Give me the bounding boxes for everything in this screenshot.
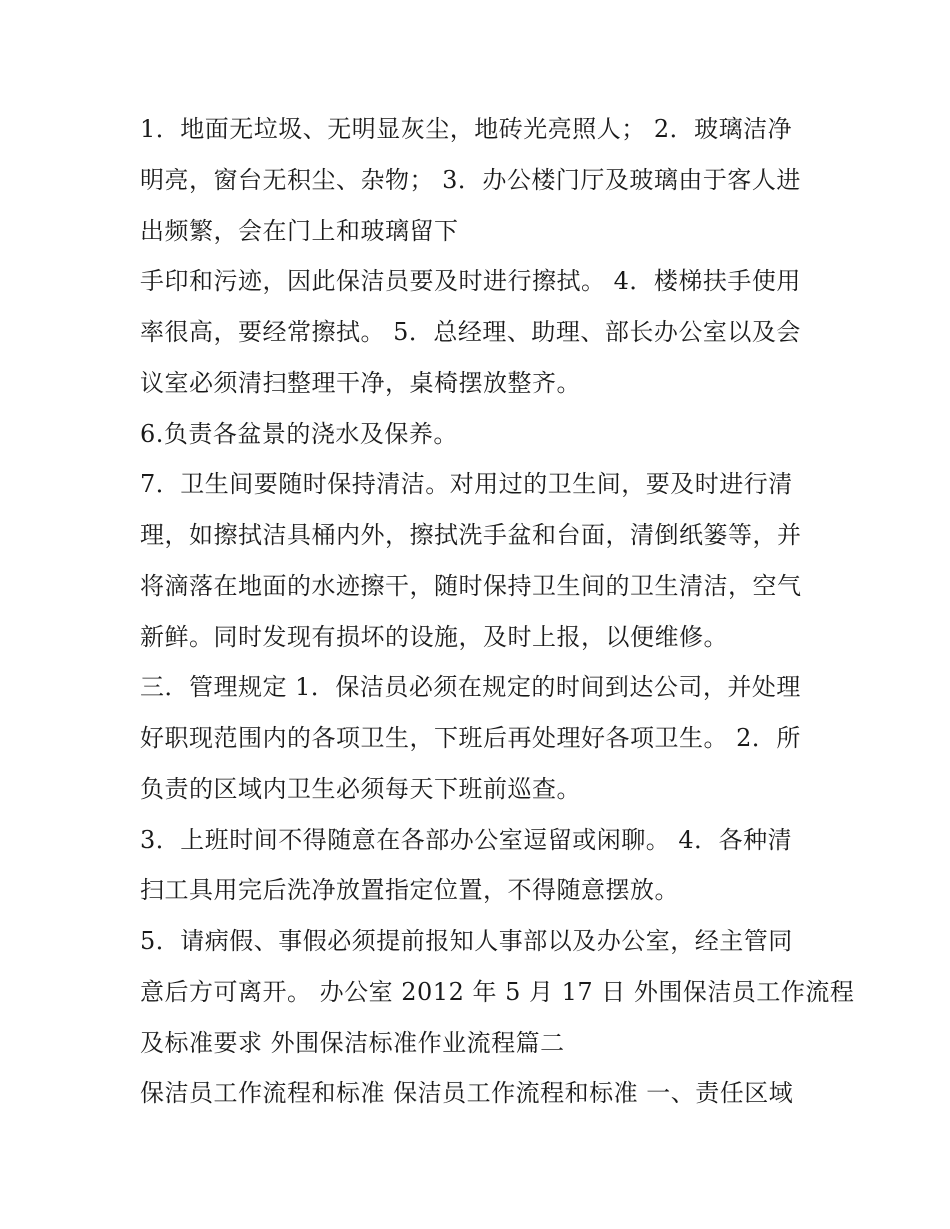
text-line: 议室必须清扫整理干净，桌椅摆放整齐。 xyxy=(140,369,581,397)
text-line: 3．上班时间不得随意在各部办公室逗留或闲聊。 4．各种清 xyxy=(140,826,793,854)
text-line: 新鲜。同时发现有损坏的设施，及时上报，以便维修。 xyxy=(140,623,728,651)
text-line: 率很高，要经常擦拭。 5．总经理、助理、部长办公室以及会 xyxy=(140,318,801,346)
text-line: 将滴落在地面的水迹擦干，随时保持卫生间的卫生清洁，空气 xyxy=(140,572,802,600)
text-line: 理，如擦拭洁具桶内外，擦拭洗手盆和台面，清倒纸篓等，并 xyxy=(140,521,802,549)
text-line: 7．卫生间要随时保持清洁。对用过的卫生间，要及时进行清 xyxy=(140,470,793,498)
text-line: 1．地面无垃圾、无明显灰尘，地砖光亮照人； 2．玻璃洁净 xyxy=(140,115,793,143)
text-line: 手印和污迹，因此保洁员要及时进行擦拭。 4．楼梯扶手使用 xyxy=(140,267,801,295)
text-line: 保洁员工作流程和标准 保洁员工作流程和标准 一、责任区域 xyxy=(140,1079,794,1107)
text-line: 及标准要求 外围保洁标准作业流程篇二 xyxy=(140,1029,565,1057)
text-line: 意后方可离开。 办公室 2012 年 5 月 17 日 外围保洁员工作流程 xyxy=(140,978,855,1006)
text-line: 出频繁，会在门上和玻璃留下 xyxy=(140,217,459,245)
text-line: 6.负责各盆景的浇水及保养。 xyxy=(140,420,458,448)
text-line: 三．管理规定 1．保洁员必须在规定的时间到达公司，并处理 xyxy=(140,673,801,701)
text-line: 负责的区域内卫生必须每天下班前巡查。 xyxy=(140,775,581,803)
text-line: 扫工具用完后洗净放置指定位置，不得随意摆放。 xyxy=(140,876,679,904)
text-line: 好职现范围内的各项卫生，下班后再处理好各项卫生。 2．所 xyxy=(140,724,801,752)
text-line: 明亮，窗台无积尘、杂物； 3．办公楼门厅及玻璃由于客人进 xyxy=(140,166,801,194)
text-line: 5．请病假、事假必须提前报知人事部以及办公室，经主管同 xyxy=(140,927,793,955)
